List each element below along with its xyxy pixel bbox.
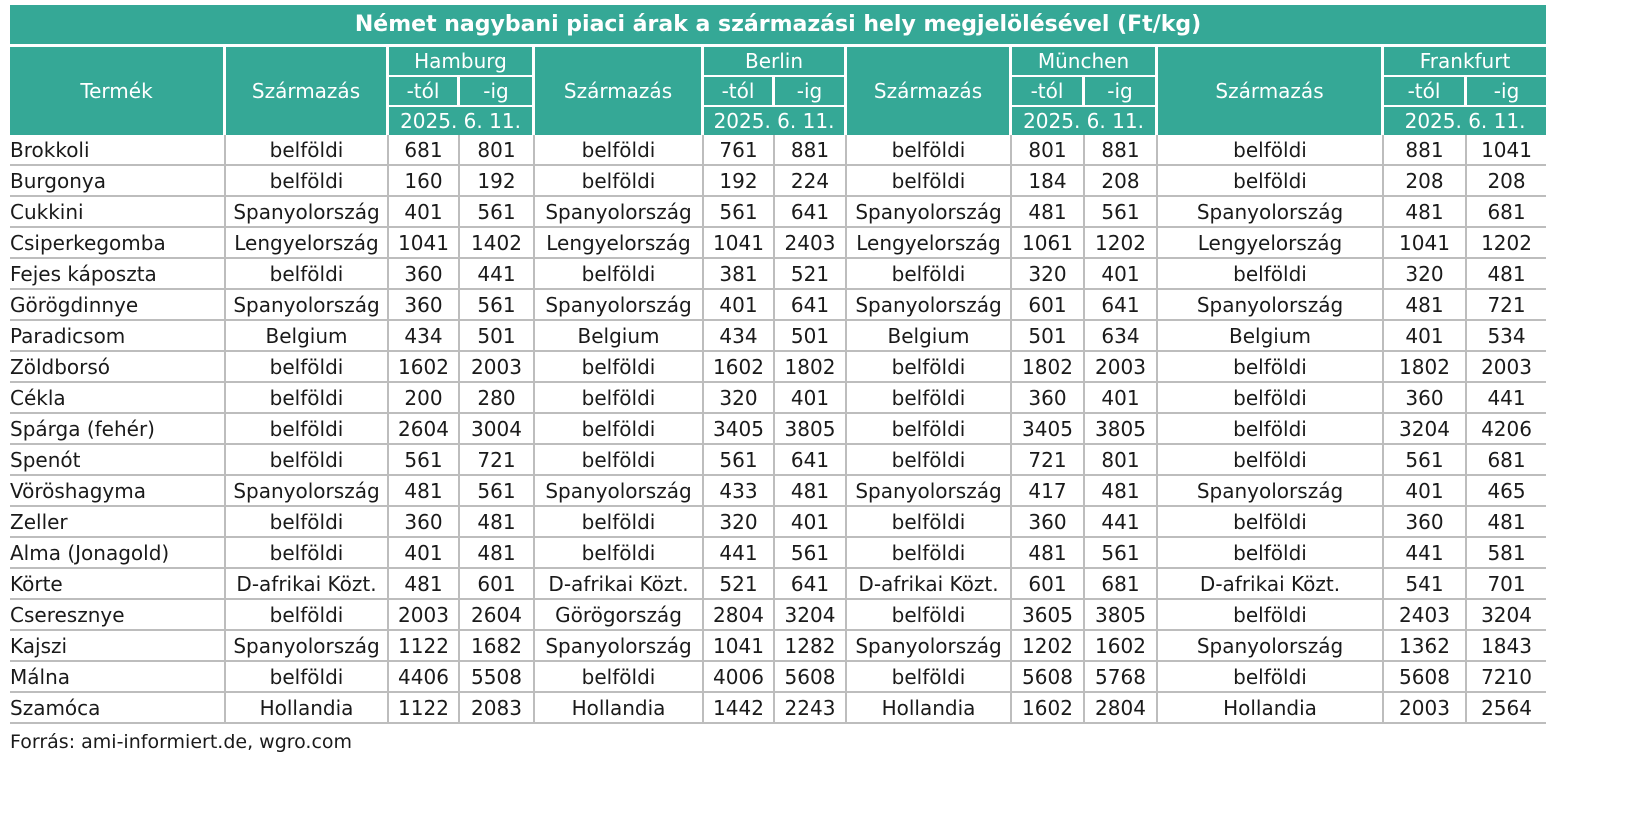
cell-origin-munchen: belföldi [847,507,1012,538]
cell-to-hamburg: 280 [460,383,535,414]
cell-product: Körte [10,569,226,600]
cell-product: Alma (Jonagold) [10,538,226,569]
cell-to-munchen: 3805 [1085,414,1158,445]
cell-product: Cékla [10,383,226,414]
table-row [10,631,1546,662]
cell-to-berlin: 501 [775,321,847,352]
cell-to-berlin: 641 [775,569,847,600]
table-row [10,693,1546,724]
cell-origin-berlin: belföldi [535,352,704,383]
cell-origin-hamburg: belföldi [226,383,389,414]
cell-from-frankfurt: 5608 [1384,662,1467,693]
cell-origin-munchen: Belgium [847,321,1012,352]
cell-from-munchen: 481 [1012,197,1085,228]
cell-origin-berlin: belföldi [535,259,704,290]
cell-origin-hamburg: belföldi [226,507,389,538]
cell-origin-frankfurt: belföldi [1158,538,1384,569]
header-city-munchen: München [1012,47,1158,75]
cell-from-berlin: 521 [704,569,775,600]
header-date-berlin: 2025. 6. 11. [704,105,847,135]
cell-origin-munchen: belföldi [847,445,1012,476]
cell-origin-berlin: belföldi [535,662,704,693]
table-row [10,228,1546,259]
cell-origin-munchen: belföldi [847,383,1012,414]
cell-to-frankfurt: 581 [1467,538,1546,569]
cell-to-munchen: 3805 [1085,600,1158,631]
table-row [10,476,1546,507]
cell-from-munchen: 3605 [1012,600,1085,631]
cell-origin-munchen: Hollandia [847,693,1012,724]
cell-to-berlin: 1282 [775,631,847,662]
cell-from-munchen: 5608 [1012,662,1085,693]
cell-origin-frankfurt: belföldi [1158,662,1384,693]
header-origin-munchen: Származás [847,47,1012,135]
cell-from-berlin: 381 [704,259,775,290]
header-to-hamburg: -ig [460,75,535,105]
cell-origin-frankfurt: belföldi [1158,445,1384,476]
cell-from-berlin: 401 [704,290,775,321]
cell-from-frankfurt: 2003 [1384,693,1467,724]
cell-to-hamburg: 481 [460,538,535,569]
header-date-munchen: 2025. 6. 11. [1012,105,1158,135]
cell-to-munchen: 634 [1085,321,1158,352]
cell-product: Cukkini [10,197,226,228]
cell-to-berlin: 641 [775,445,847,476]
cell-from-berlin: 561 [704,445,775,476]
cell-from-munchen: 601 [1012,290,1085,321]
cell-origin-hamburg: D-afrikai Közt. [226,569,389,600]
cell-from-hamburg: 200 [389,383,460,414]
cell-to-hamburg: 561 [460,290,535,321]
cell-origin-hamburg: Spanyolország [226,631,389,662]
cell-from-hamburg: 481 [389,569,460,600]
cell-origin-hamburg: Belgium [226,321,389,352]
cell-origin-berlin: Spanyolország [535,631,704,662]
cell-from-berlin: 561 [704,197,775,228]
cell-origin-hamburg: Lengyelország [226,228,389,259]
cell-origin-hamburg: belföldi [226,600,389,631]
table-row [10,662,1546,693]
cell-origin-munchen: Spanyolország [847,197,1012,228]
cell-to-hamburg: 2003 [460,352,535,383]
cell-origin-hamburg: belföldi [226,166,389,197]
header-from-munchen: -tól [1012,75,1085,105]
cell-origin-munchen: belföldi [847,166,1012,197]
cell-origin-berlin: Spanyolország [535,476,704,507]
cell-from-berlin: 433 [704,476,775,507]
cell-from-hamburg: 434 [389,321,460,352]
cell-origin-berlin: belföldi [535,414,704,445]
cell-origin-hamburg: belföldi [226,259,389,290]
cell-origin-frankfurt: D-afrikai Közt. [1158,569,1384,600]
cell-origin-frankfurt: belföldi [1158,259,1384,290]
cell-origin-berlin: belföldi [535,383,704,414]
cell-origin-frankfurt: Belgium [1158,321,1384,352]
table-title: Német nagybani piaci árak a származási hely megjelölésével (Ft/kg) [10,5,1546,47]
cell-origin-munchen: belföldi [847,259,1012,290]
cell-to-hamburg: 721 [460,445,535,476]
cell-from-munchen: 320 [1012,259,1085,290]
cell-from-hamburg: 160 [389,166,460,197]
cell-origin-frankfurt: Spanyolország [1158,290,1384,321]
cell-from-hamburg: 1122 [389,693,460,724]
cell-from-hamburg: 1602 [389,352,460,383]
cell-from-frankfurt: 561 [1384,445,1467,476]
cell-from-hamburg: 401 [389,197,460,228]
cell-from-munchen: 184 [1012,166,1085,197]
cell-origin-hamburg: belföldi [226,352,389,383]
cell-to-munchen: 801 [1085,445,1158,476]
table-row [10,321,1546,352]
cell-to-berlin: 224 [775,166,847,197]
cell-to-munchen: 1202 [1085,228,1158,259]
cell-from-munchen: 417 [1012,476,1085,507]
table-row [10,600,1546,631]
cell-product: Kajszi [10,631,226,662]
cell-from-berlin: 320 [704,507,775,538]
cell-to-frankfurt: 208 [1467,166,1546,197]
cell-origin-hamburg: belföldi [226,662,389,693]
cell-to-frankfurt: 681 [1467,445,1546,476]
cell-origin-frankfurt: Spanyolország [1158,631,1384,662]
cell-to-frankfurt: 2564 [1467,693,1546,724]
cell-from-frankfurt: 541 [1384,569,1467,600]
cell-to-hamburg: 561 [460,197,535,228]
cell-to-frankfurt: 465 [1467,476,1546,507]
cell-product: Burgonya [10,166,226,197]
cell-origin-hamburg: belföldi [226,414,389,445]
cell-origin-hamburg: Spanyolország [226,476,389,507]
header-origin-hamburg: Származás [226,47,389,135]
cell-to-hamburg: 192 [460,166,535,197]
cell-from-hamburg: 1041 [389,228,460,259]
cell-to-berlin: 1802 [775,352,847,383]
cell-to-berlin: 3204 [775,600,847,631]
cell-to-munchen: 481 [1085,476,1158,507]
cell-to-frankfurt: 481 [1467,507,1546,538]
cell-product: Zeller [10,507,226,538]
cell-from-hamburg: 2604 [389,414,460,445]
cell-to-frankfurt: 1843 [1467,631,1546,662]
cell-to-munchen: 681 [1085,569,1158,600]
source-note: Forrás: ami-informiert.de, wgro.com [10,731,353,753]
cell-product: Spenót [10,445,226,476]
header-from-hamburg: -tól [389,75,460,105]
cell-origin-hamburg: Hollandia [226,693,389,724]
cell-to-hamburg: 1402 [460,228,535,259]
cell-from-frankfurt: 1802 [1384,352,1467,383]
cell-to-hamburg: 3004 [460,414,535,445]
cell-origin-munchen: belföldi [847,135,1012,166]
cell-to-berlin: 521 [775,259,847,290]
price-table-container [10,5,1546,753]
cell-from-munchen: 1602 [1012,693,1085,724]
cell-product: Szamóca [10,693,226,724]
cell-origin-berlin: D-afrikai Közt. [535,569,704,600]
cell-origin-frankfurt: Spanyolország [1158,476,1384,507]
table-row [10,197,1546,228]
cell-product: Vöröshagyma [10,476,226,507]
cell-from-berlin: 441 [704,538,775,569]
price-table [10,5,1546,724]
cell-from-berlin: 4006 [704,662,775,693]
table-row [10,507,1546,538]
table-body [10,135,1546,724]
cell-to-berlin: 641 [775,197,847,228]
table-row [10,445,1546,476]
cell-to-hamburg: 801 [460,135,535,166]
header-to-frankfurt: -ig [1467,75,1546,105]
table-row [10,352,1546,383]
cell-to-berlin: 881 [775,135,847,166]
cell-to-munchen: 401 [1085,259,1158,290]
table-row [10,290,1546,321]
cell-origin-hamburg: belföldi [226,135,389,166]
cell-from-hamburg: 2003 [389,600,460,631]
cell-from-hamburg: 561 [389,445,460,476]
table-row [10,414,1546,445]
cell-origin-frankfurt: belföldi [1158,600,1384,631]
cell-from-munchen: 801 [1012,135,1085,166]
cell-from-frankfurt: 1041 [1384,228,1467,259]
cell-to-frankfurt: 7210 [1467,662,1546,693]
cell-to-berlin: 401 [775,383,847,414]
header-city-hamburg: Hamburg [389,47,535,75]
header-city-berlin: Berlin [704,47,847,75]
cell-from-berlin: 1442 [704,693,775,724]
cell-to-frankfurt: 1202 [1467,228,1546,259]
cell-to-frankfurt: 534 [1467,321,1546,352]
header-date-frankfurt: 2025. 6. 11. [1384,105,1546,135]
cell-to-berlin: 641 [775,290,847,321]
cell-origin-munchen: belföldi [847,414,1012,445]
cell-product: Fejes káposzta [10,259,226,290]
cell-from-munchen: 1802 [1012,352,1085,383]
cell-to-berlin: 401 [775,507,847,538]
cell-origin-berlin: Belgium [535,321,704,352]
cell-from-munchen: 1061 [1012,228,1085,259]
cell-from-hamburg: 360 [389,290,460,321]
cell-origin-munchen: belföldi [847,538,1012,569]
cell-to-hamburg: 1682 [460,631,535,662]
cell-product: Cseresznye [10,600,226,631]
cell-from-berlin: 1041 [704,228,775,259]
cell-from-hamburg: 681 [389,135,460,166]
cell-origin-berlin: Lengyelország [535,228,704,259]
cell-from-frankfurt: 481 [1384,197,1467,228]
cell-from-berlin: 320 [704,383,775,414]
cell-from-frankfurt: 401 [1384,476,1467,507]
cell-product: Brokkoli [10,135,226,166]
cell-origin-munchen: Spanyolország [847,631,1012,662]
cell-origin-frankfurt: Spanyolország [1158,197,1384,228]
cell-to-hamburg: 441 [460,259,535,290]
table-row [10,135,1546,166]
cell-to-munchen: 2804 [1085,693,1158,724]
header-city-frankfurt: Frankfurt [1384,47,1546,75]
cell-from-frankfurt: 208 [1384,166,1467,197]
cell-to-frankfurt: 3204 [1467,600,1546,631]
cell-to-frankfurt: 721 [1467,290,1546,321]
cell-to-frankfurt: 2003 [1467,352,1546,383]
cell-from-frankfurt: 2403 [1384,600,1467,631]
header-from-berlin: -tól [704,75,775,105]
cell-to-munchen: 641 [1085,290,1158,321]
cell-origin-frankfurt: belföldi [1158,383,1384,414]
cell-to-berlin: 561 [775,538,847,569]
cell-from-berlin: 192 [704,166,775,197]
cell-from-frankfurt: 1362 [1384,631,1467,662]
cell-origin-munchen: belföldi [847,662,1012,693]
cell-to-berlin: 481 [775,476,847,507]
cell-to-munchen: 401 [1085,383,1158,414]
cell-from-munchen: 360 [1012,383,1085,414]
cell-from-munchen: 3405 [1012,414,1085,445]
cell-origin-berlin: belföldi [535,538,704,569]
cell-to-munchen: 1602 [1085,631,1158,662]
cell-from-hamburg: 4406 [389,662,460,693]
cell-from-berlin: 1041 [704,631,775,662]
cell-to-berlin: 3805 [775,414,847,445]
cell-origin-hamburg: belföldi [226,538,389,569]
cell-from-berlin: 761 [704,135,775,166]
cell-from-munchen: 360 [1012,507,1085,538]
cell-to-frankfurt: 701 [1467,569,1546,600]
cell-to-frankfurt: 4206 [1467,414,1546,445]
cell-from-frankfurt: 401 [1384,321,1467,352]
cell-from-frankfurt: 320 [1384,259,1467,290]
cell-to-munchen: 2003 [1085,352,1158,383]
table-row [10,569,1546,600]
cell-from-frankfurt: 360 [1384,507,1467,538]
cell-origin-frankfurt: Lengyelország [1158,228,1384,259]
cell-to-hamburg: 2604 [460,600,535,631]
header-origin-berlin: Származás [535,47,704,135]
cell-origin-hamburg: Spanyolország [226,197,389,228]
cell-to-berlin: 5608 [775,662,847,693]
table-row [10,166,1546,197]
cell-to-hamburg: 2083 [460,693,535,724]
cell-to-hamburg: 601 [460,569,535,600]
cell-to-munchen: 881 [1085,135,1158,166]
cell-from-hamburg: 401 [389,538,460,569]
cell-product: Málna [10,662,226,693]
table-row [10,259,1546,290]
cell-from-berlin: 434 [704,321,775,352]
cell-to-munchen: 561 [1085,538,1158,569]
cell-product: Görögdinnye [10,290,226,321]
cell-origin-berlin: belföldi [535,507,704,538]
cell-to-hamburg: 501 [460,321,535,352]
header-to-berlin: -ig [775,75,847,105]
cell-origin-frankfurt: belföldi [1158,352,1384,383]
table-row [10,383,1546,414]
cell-to-munchen: 561 [1085,197,1158,228]
cell-to-munchen: 441 [1085,507,1158,538]
cell-from-munchen: 721 [1012,445,1085,476]
cell-from-berlin: 2804 [704,600,775,631]
cell-to-frankfurt: 1041 [1467,135,1546,166]
cell-to-hamburg: 481 [460,507,535,538]
cell-from-munchen: 1202 [1012,631,1085,662]
cell-to-frankfurt: 481 [1467,259,1546,290]
cell-origin-berlin: belföldi [535,166,704,197]
cell-to-frankfurt: 441 [1467,383,1546,414]
header-date-hamburg: 2025. 6. 11. [389,105,535,135]
cell-origin-frankfurt: belföldi [1158,135,1384,166]
cell-origin-munchen: Spanyolország [847,476,1012,507]
cell-from-hamburg: 360 [389,259,460,290]
cell-origin-berlin: Spanyolország [535,290,704,321]
cell-product: Zöldborsó [10,352,226,383]
cell-origin-frankfurt: belföldi [1158,414,1384,445]
header-product: Termék [10,47,226,135]
cell-origin-munchen: belföldi [847,352,1012,383]
cell-origin-frankfurt: belföldi [1158,507,1384,538]
cell-product: Paradicsom [10,321,226,352]
cell-to-berlin: 2403 [775,228,847,259]
header-from-frankfurt: -tól [1384,75,1467,105]
cell-origin-hamburg: belföldi [226,445,389,476]
cell-origin-frankfurt: belföldi [1158,166,1384,197]
cell-origin-berlin: belföldi [535,445,704,476]
header-to-munchen: -ig [1085,75,1158,105]
cell-to-hamburg: 561 [460,476,535,507]
cell-to-munchen: 208 [1085,166,1158,197]
cell-origin-berlin: Spanyolország [535,197,704,228]
table-row [10,538,1546,569]
cell-to-berlin: 2243 [775,693,847,724]
table-header [10,5,1546,135]
cell-product: Csiperkegomba [10,228,226,259]
cell-from-berlin: 3405 [704,414,775,445]
cell-from-frankfurt: 441 [1384,538,1467,569]
cell-to-frankfurt: 681 [1467,197,1546,228]
cell-origin-hamburg: Spanyolország [226,290,389,321]
cell-from-berlin: 1602 [704,352,775,383]
cell-from-munchen: 601 [1012,569,1085,600]
cell-from-munchen: 481 [1012,538,1085,569]
cell-origin-munchen: Spanyolország [847,290,1012,321]
cell-origin-berlin: belföldi [535,135,704,166]
cell-origin-berlin: Hollandia [535,693,704,724]
cell-product: Spárga (fehér) [10,414,226,445]
cell-origin-munchen: belföldi [847,600,1012,631]
cell-origin-berlin: Görögország [535,600,704,631]
cell-from-frankfurt: 3204 [1384,414,1467,445]
cell-from-hamburg: 360 [389,507,460,538]
cell-from-hamburg: 481 [389,476,460,507]
cell-from-frankfurt: 881 [1384,135,1467,166]
cell-origin-frankfurt: Hollandia [1158,693,1384,724]
cell-origin-munchen: D-afrikai Közt. [847,569,1012,600]
cell-from-munchen: 501 [1012,321,1085,352]
cell-from-hamburg: 1122 [389,631,460,662]
cell-to-munchen: 5768 [1085,662,1158,693]
header-origin-frankfurt: Származás [1158,47,1384,135]
cell-to-hamburg: 5508 [460,662,535,693]
cell-from-frankfurt: 481 [1384,290,1467,321]
cell-from-frankfurt: 360 [1384,383,1467,414]
cell-origin-munchen: Lengyelország [847,228,1012,259]
